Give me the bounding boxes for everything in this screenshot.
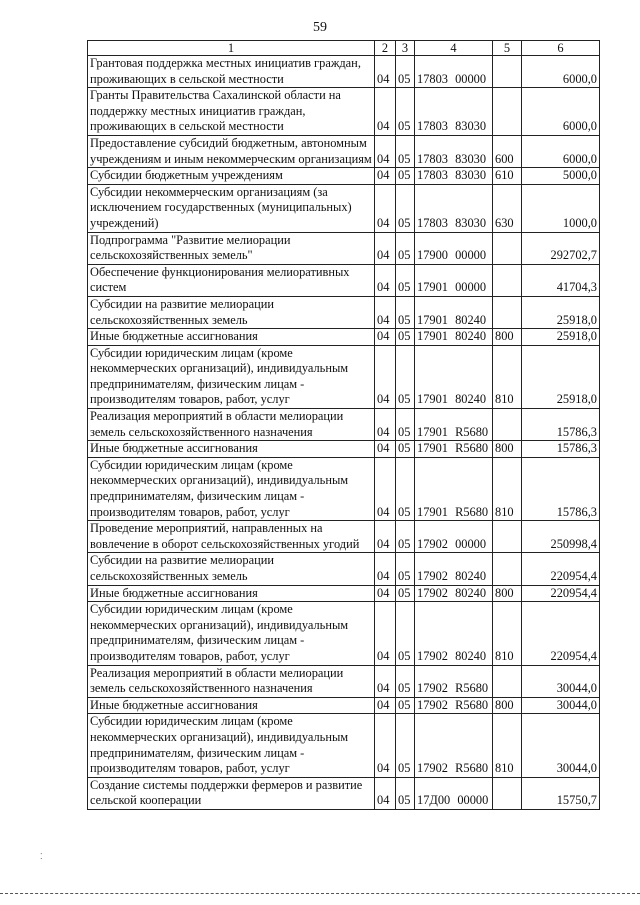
row-name: Субсидии юридическим лицам (кроме некоммерческих организаций), индивидуальным предпринимателям, физическим лицам - производителям товаров, работ, услуг bbox=[88, 345, 375, 408]
row-amount: 25918,0 bbox=[522, 345, 600, 408]
row-amount: 220954,4 bbox=[522, 602, 600, 665]
table-row bbox=[88, 264, 600, 296]
row-amount: 6000,0 bbox=[522, 56, 600, 88]
row-subsection: 05 bbox=[396, 521, 415, 553]
row-target-article: 17901 R5680 bbox=[415, 457, 493, 520]
row-expense-type: 810 bbox=[493, 602, 522, 665]
row-target-article: 17901 80240 bbox=[415, 329, 493, 346]
row-target-article: 17803 83030 bbox=[415, 168, 493, 185]
row-subsection: 05 bbox=[396, 553, 415, 585]
row-target-article: 17902 80240 bbox=[415, 585, 493, 602]
row-section: 04 bbox=[375, 521, 396, 553]
row-subsection: 05 bbox=[396, 457, 415, 520]
row-section: 04 bbox=[375, 329, 396, 346]
row-expense-type: 800 bbox=[493, 441, 522, 458]
table-row bbox=[88, 184, 600, 232]
row-expense-type: 800 bbox=[493, 585, 522, 602]
row-subsection: 05 bbox=[396, 585, 415, 602]
row-amount: 15786,3 bbox=[522, 409, 600, 441]
row-section: 04 bbox=[375, 714, 396, 777]
row-target-article: 17902 80240 bbox=[415, 602, 493, 665]
row-target-article: 17902 00000 bbox=[415, 521, 493, 553]
header-expense-type: 5 bbox=[493, 41, 522, 56]
row-section: 04 bbox=[375, 665, 396, 697]
row-expense-type bbox=[493, 88, 522, 136]
row-name: Субсидии бюджетным учреждениям bbox=[88, 168, 375, 185]
row-amount: 5000,0 bbox=[522, 168, 600, 185]
row-expense-type: 600 bbox=[493, 135, 522, 167]
row-subsection: 05 bbox=[396, 184, 415, 232]
row-name: Реализация мероприятий в области мелиорации земель сельскохозяйственного назначения bbox=[88, 665, 375, 697]
table-row bbox=[88, 714, 600, 777]
row-section: 04 bbox=[375, 553, 396, 585]
row-target-article: 17Д00 00000 bbox=[415, 777, 493, 809]
row-section: 04 bbox=[375, 585, 396, 602]
row-expense-type bbox=[493, 232, 522, 264]
row-target-article: 17803 83030 bbox=[415, 135, 493, 167]
row-name: Субсидии юридическим лицам (кроме некоммерческих организаций), индивидуальным предпринимателям, физическим лицам - производителям товаров, работ, услуг bbox=[88, 457, 375, 520]
row-expense-type: 810 bbox=[493, 714, 522, 777]
row-subsection: 05 bbox=[396, 777, 415, 809]
row-amount: 25918,0 bbox=[522, 296, 600, 328]
row-expense-type: 800 bbox=[493, 697, 522, 714]
row-subsection: 05 bbox=[396, 264, 415, 296]
table-row bbox=[88, 88, 600, 136]
row-subsection: 05 bbox=[396, 232, 415, 264]
row-section: 04 bbox=[375, 296, 396, 328]
row-target-article: 17901 00000 bbox=[415, 264, 493, 296]
table-row bbox=[88, 697, 600, 714]
row-section: 04 bbox=[375, 697, 396, 714]
row-name: Субсидии некоммерческим организациям (за исключением государственных (муниципальных) учреждений) bbox=[88, 184, 375, 232]
table-row bbox=[88, 409, 600, 441]
row-section: 04 bbox=[375, 232, 396, 264]
row-expense-type bbox=[493, 296, 522, 328]
row-expense-type bbox=[493, 665, 522, 697]
row-expense-type: 610 bbox=[493, 168, 522, 185]
row-amount: 30044,0 bbox=[522, 697, 600, 714]
table-row bbox=[88, 553, 600, 585]
row-target-article: 17901 80240 bbox=[415, 296, 493, 328]
table-row bbox=[88, 585, 600, 602]
row-subsection: 05 bbox=[396, 714, 415, 777]
row-expense-type bbox=[493, 409, 522, 441]
header-subsection: 3 bbox=[396, 41, 415, 56]
row-section: 04 bbox=[375, 184, 396, 232]
row-subsection: 05 bbox=[396, 88, 415, 136]
table-row bbox=[88, 232, 600, 264]
header-target-article: 4 bbox=[415, 41, 493, 56]
row-subsection: 05 bbox=[396, 296, 415, 328]
row-section: 04 bbox=[375, 168, 396, 185]
row-section: 04 bbox=[375, 441, 396, 458]
table-row bbox=[88, 521, 600, 553]
row-expense-type: 810 bbox=[493, 457, 522, 520]
row-amount: 1000,0 bbox=[522, 184, 600, 232]
scan-edge-line bbox=[0, 893, 640, 894]
row-amount: 292702,7 bbox=[522, 232, 600, 264]
header-name: 1 bbox=[88, 41, 375, 56]
row-subsection: 05 bbox=[396, 345, 415, 408]
row-name: Субсидии на развитие мелиорации сельскохозяйственных земель bbox=[88, 553, 375, 585]
row-subsection: 05 bbox=[396, 56, 415, 88]
page-number: 59 bbox=[313, 20, 327, 35]
row-subsection: 05 bbox=[396, 135, 415, 167]
row-amount: 6000,0 bbox=[522, 135, 600, 167]
row-name: Реализация мероприятий в области мелиорации земель сельскохозяйственного назначения bbox=[88, 409, 375, 441]
row-target-article: 17902 R5680 bbox=[415, 697, 493, 714]
row-amount: 15786,3 bbox=[522, 457, 600, 520]
row-name: Обеспечение функционирования мелиоративных систем bbox=[88, 264, 375, 296]
row-expense-type bbox=[493, 553, 522, 585]
row-amount: 220954,4 bbox=[522, 585, 600, 602]
scan-speck: ⁚ bbox=[40, 852, 43, 861]
header-row bbox=[88, 41, 600, 56]
row-expense-type bbox=[493, 777, 522, 809]
row-name: Грантовая поддержка местных инициатив граждан, проживающих в сельской местности bbox=[88, 56, 375, 88]
row-target-article: 17803 00000 bbox=[415, 56, 493, 88]
row-name: Иные бюджетные ассигнования bbox=[88, 585, 375, 602]
row-amount: 15786,3 bbox=[522, 441, 600, 458]
row-expense-type: 800 bbox=[493, 329, 522, 346]
row-target-article: 17900 00000 bbox=[415, 232, 493, 264]
table-row bbox=[88, 777, 600, 809]
table-row bbox=[88, 457, 600, 520]
row-amount: 250998,4 bbox=[522, 521, 600, 553]
row-expense-type: 630 bbox=[493, 184, 522, 232]
row-target-article: 17901 80240 bbox=[415, 345, 493, 408]
row-subsection: 05 bbox=[396, 329, 415, 346]
row-section: 04 bbox=[375, 602, 396, 665]
table-row bbox=[88, 345, 600, 408]
row-name: Гранты Правительства Сахалинской области на поддержку местных инициатив граждан, проживающих в сельской местности bbox=[88, 88, 375, 136]
row-name: Субсидии на развитие мелиорации сельскохозяйственных земель bbox=[88, 296, 375, 328]
row-amount: 30044,0 bbox=[522, 714, 600, 777]
row-section: 04 bbox=[375, 56, 396, 88]
row-amount: 41704,3 bbox=[522, 264, 600, 296]
row-target-article: 17803 83030 bbox=[415, 184, 493, 232]
row-amount: 15750,7 bbox=[522, 777, 600, 809]
budget-table bbox=[87, 40, 600, 810]
row-section: 04 bbox=[375, 345, 396, 408]
row-section: 04 bbox=[375, 135, 396, 167]
row-section: 04 bbox=[375, 457, 396, 520]
row-amount: 220954,4 bbox=[522, 553, 600, 585]
row-name: Субсидии юридическим лицам (кроме некоммерческих организаций), индивидуальным предпринимателям, физическим лицам - производителям товаров, работ, услуг bbox=[88, 714, 375, 777]
row-target-article: 17902 R5680 bbox=[415, 714, 493, 777]
row-subsection: 05 bbox=[396, 441, 415, 458]
row-expense-type bbox=[493, 56, 522, 88]
row-name: Иные бюджетные ассигнования bbox=[88, 329, 375, 346]
row-section: 04 bbox=[375, 777, 396, 809]
row-target-article: 17902 R5680 bbox=[415, 665, 493, 697]
row-subsection: 05 bbox=[396, 697, 415, 714]
row-expense-type: 810 bbox=[493, 345, 522, 408]
row-amount: 25918,0 bbox=[522, 329, 600, 346]
table-row bbox=[88, 135, 600, 167]
row-name: Подпрограмма "Развитие мелиорации сельскохозяйственных земель" bbox=[88, 232, 375, 264]
row-subsection: 05 bbox=[396, 665, 415, 697]
row-name: Проведение мероприятий, направленных на вовлечение в оборот сельскохозяйственных угодий bbox=[88, 521, 375, 553]
header-amount: 6 bbox=[522, 41, 600, 56]
row-name: Предоставление субсидий бюджетным, автономным учреждениям и иным некоммерческим организациям bbox=[88, 135, 375, 167]
table-row bbox=[88, 441, 600, 458]
table-row bbox=[88, 296, 600, 328]
row-subsection: 05 bbox=[396, 602, 415, 665]
row-subsection: 05 bbox=[396, 409, 415, 441]
row-target-article: 17901 R5680 bbox=[415, 441, 493, 458]
table-row bbox=[88, 329, 600, 346]
row-expense-type bbox=[493, 521, 522, 553]
row-expense-type bbox=[493, 264, 522, 296]
row-name: Иные бюджетные ассигнования bbox=[88, 697, 375, 714]
table-row bbox=[88, 56, 600, 88]
row-section: 04 bbox=[375, 88, 396, 136]
row-section: 04 bbox=[375, 264, 396, 296]
row-name: Создание системы поддержки фермеров и развитие сельской кооперации bbox=[88, 777, 375, 809]
row-amount: 30044,0 bbox=[522, 665, 600, 697]
header-section: 2 bbox=[375, 41, 396, 56]
row-target-article: 17902 80240 bbox=[415, 553, 493, 585]
row-section: 04 bbox=[375, 409, 396, 441]
row-target-article: 17803 83030 bbox=[415, 88, 493, 136]
row-name: Иные бюджетные ассигнования bbox=[88, 441, 375, 458]
table-row bbox=[88, 602, 600, 665]
row-target-article: 17901 R5680 bbox=[415, 409, 493, 441]
row-subsection: 05 bbox=[396, 168, 415, 185]
row-amount: 6000,0 bbox=[522, 88, 600, 136]
table-row bbox=[88, 168, 600, 185]
table-row bbox=[88, 665, 600, 697]
row-name: Субсидии юридическим лицам (кроме некоммерческих организаций), индивидуальным предпринимателям, физическим лицам - производителям товаров, работ, услуг bbox=[88, 602, 375, 665]
